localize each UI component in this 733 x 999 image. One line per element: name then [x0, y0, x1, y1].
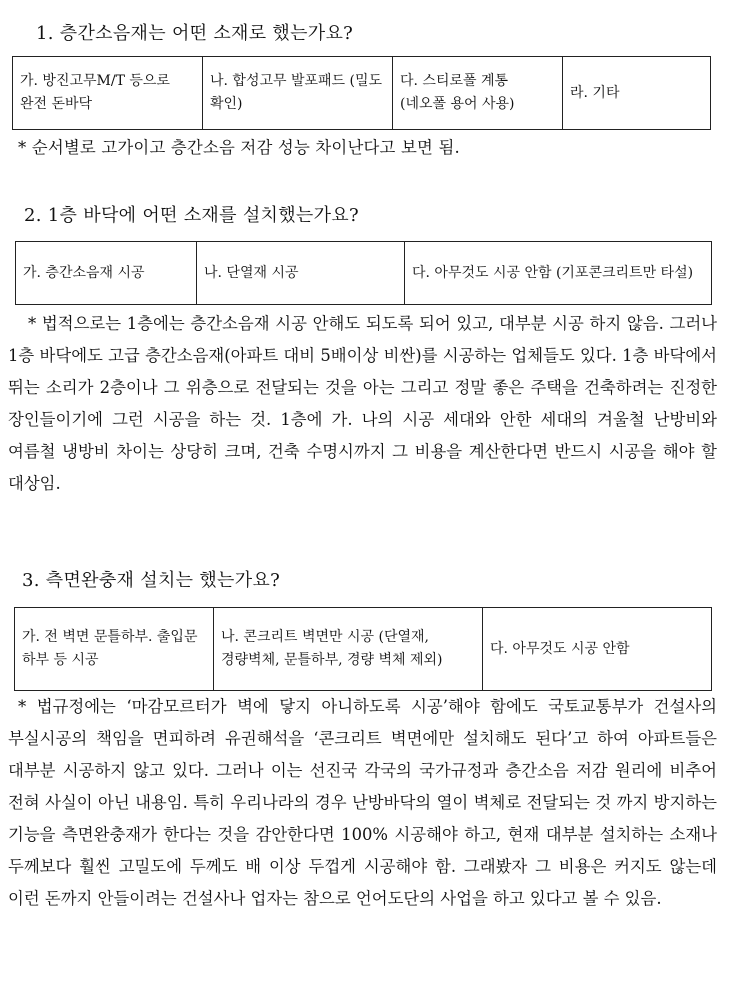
question-2-option-b: 나. 단열재 시공: [197, 242, 405, 305]
question-1-title: 1. 층간소음재는 어떤 소재로 했는가요?: [36, 23, 354, 44]
question-3-title: 3. 측면완충재 설치는 했는가요?: [22, 570, 281, 591]
question-2-options-table: [15, 241, 712, 305]
question-1-option-b: 나. 합성고무 발포패드 (밀도 확인): [203, 57, 393, 130]
question-1-option-d: 라. 기타: [563, 57, 711, 130]
question-2-option-a: 가. 층간소음재 시공: [16, 242, 197, 305]
question-1-options-table: [12, 56, 711, 130]
question-3-note: * 법규정에는 ‘마감모르터가 벽에 닿지 아니하도록 시공’해야 함에도 국토교통부가 건설사의 부실시공의 책임을 면피하려 유권해석을 ‘콘크리트 벽면에만 설치해도 된다’고 하여 아파트들은 대부분 시공하지 않고 있다. 그러나 이는 선진국 각국의 국가규정과 층간소음 저감 원리에 비추어 전혀 사실이 아닌 내용임. 특히 우리나라의 경우 난방바닥의 열이 벽체로 전달되는 것 까지 방지하는 기능을 측면완충재가 한다는 것을 감안한다면 100% 시공해야 하고, 현재 대부분 설치하는 소재나 두께보다 훨씬 고밀도에 두께도 배 이상 두껍게 시공해야 함. 그래봤자 그 비용은 커지도 않는데 이런 돈까지 안들이려는 건설사나 업자는 참으로 언어도단의 사업을 하고 있다고 볼 수 있음.: [8, 697, 717, 908]
question-2-note: * 법적으로는 1층에는 층간소음재 시공 안해도 되도록 되어 있고, 대부분 시공 하지 않음. 그러나 1층 바닥에도 고급 층간소음재(아파트 대비 5배이상 비싼)를 시공하는 업체들도 있다. 1층 바닥에서 뛰는 소리가 2층이나 그 위층으로 전달되는 것을 아는 그리고 정말 좋은 주택을 건축하려는 진정한 장인들이기에 그런 시공을 하는 것. 1층에 가. 나의 시공 세대와 안한 세대의 겨울철 난방비와 여름철 냉방비 차이는 상당히 크며, 건축 수명시까지 그 비용을 계산한다면 반드시 시공을 해야 할 대상임.: [8, 314, 717, 493]
question-1-option-a: 가. 방진고무M/T 등으로 완전 돈바닥: [13, 57, 203, 130]
question-3-option-b: 나. 콘크리트 벽면만 시공 (단열재, 경량벽체, 문틀하부, 경량 벽체 제외): [214, 608, 483, 691]
question-3-options-table: [14, 607, 712, 691]
question-3-option-c: 다. 아무것도 시공 안함: [483, 608, 712, 691]
question-3-option-a: 가. 전 벽면 문틀하부. 출입문 하부 등 시공: [15, 608, 214, 691]
question-1-option-c: 다. 스티로폴 계통 (네오폴 용어 사용): [393, 57, 563, 130]
question-2-option-c: 다. 아무것도 시공 안함 (기포콘크리트만 타설): [405, 242, 712, 305]
question-1-note: * 순서별로 고가이고 층간소음 저감 성능 차이난다고 보면 됨.: [18, 138, 460, 157]
question-2-title: 2. 1층 바닥에 어떤 소재를 설치했는가요?: [24, 205, 359, 226]
